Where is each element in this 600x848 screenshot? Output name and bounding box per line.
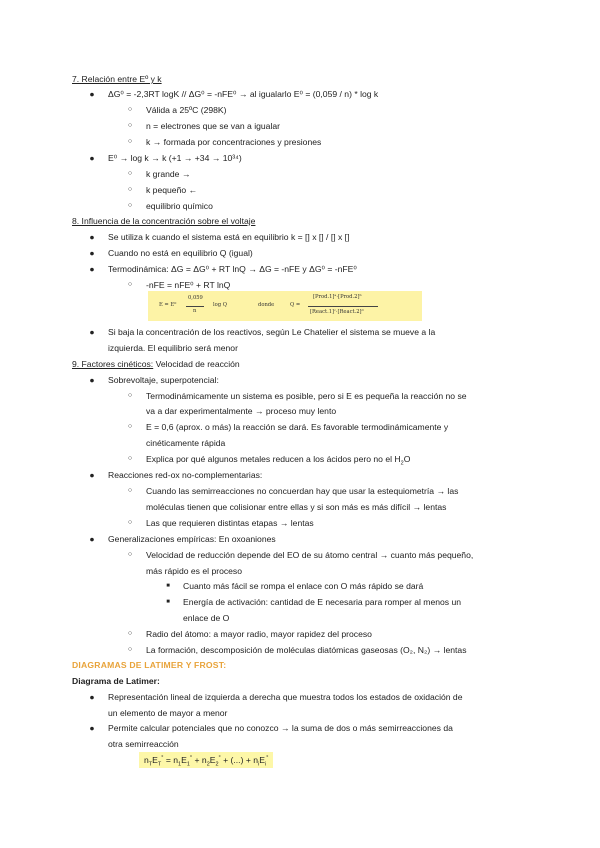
sub-bullet-icon: ○ bbox=[127, 646, 133, 653]
list-item: equilibrio químico bbox=[146, 201, 213, 211]
list-item-continued: enlace de O bbox=[183, 613, 230, 623]
list-item: Se utiliza k cuando el sistema está en equilibrio k = [] x [] / [] x [] bbox=[108, 232, 350, 242]
list-item: k grande → bbox=[146, 169, 191, 179]
sub-bullet-icon: ○ bbox=[127, 186, 133, 193]
list-item: ΔG⁰ = -2,3RT logK // ΔG⁰ = -nFE⁰ → al igualarlo E⁰ = (0,059 / n) * log k bbox=[108, 89, 379, 99]
nernst-formula-image bbox=[148, 291, 422, 321]
bullet-icon: ● bbox=[89, 264, 95, 274]
bullet-icon: ● bbox=[89, 534, 95, 544]
list-item: -nFE = nFE⁰ + RT lnQ bbox=[146, 280, 231, 290]
latimer-subheading: Diagrama de Latimer: bbox=[72, 676, 160, 686]
list-item-continued: va a dar experimentalmente → proceso muy lento bbox=[146, 406, 337, 416]
bullet-icon: ● bbox=[89, 470, 95, 480]
text-segment: O bbox=[403, 454, 411, 464]
sub-bullet-icon: ○ bbox=[127, 138, 133, 145]
list-item-continued: moléculas tienen que colisionar entre ellas y si son más es más difícil → lentas bbox=[146, 502, 447, 512]
list-item: Termodinámica: ΔG = ΔG⁰ + RT lnQ → ΔG = -nFE y ΔG⁰ = -nFE⁰ bbox=[108, 264, 357, 274]
subscript: 2 bbox=[400, 460, 404, 467]
sub-bullet-icon: ○ bbox=[127, 122, 133, 129]
list-item: Energía de activación: cantidad de E necesaria para romper al menos un bbox=[183, 597, 462, 607]
sub-bullet-icon: ○ bbox=[127, 519, 133, 526]
list-item: Cuando las semirreacciones no concuerdan hay que usar la estequiometría → las bbox=[146, 486, 459, 496]
list-item: E⁰ → log k → k (+1 → +34 → 10³⁴) bbox=[108, 153, 242, 163]
sub-bullet-icon: ○ bbox=[127, 551, 133, 558]
sub-bullet-icon: ○ bbox=[127, 455, 133, 462]
list-item: Sobrevoltaje, superpotencial: bbox=[108, 375, 219, 385]
list-item: Las que requieren distintas etapas → lentas bbox=[146, 518, 314, 528]
list-item: Generalizaciones empíricas: En oxoaniones bbox=[108, 534, 276, 544]
latimer-formula: $n_TE_T^\circ = n_1E_1^\circ + n_2E_2^\circ$ + (...) + $n_iE_i^\circ$ bbox=[139, 752, 273, 768]
formula-lhs: E = E⁰ bbox=[159, 302, 177, 308]
list-item: Representación lineal de izquierda a derecha que muestra todos los estados de oxidación de bbox=[108, 692, 463, 702]
bullet-icon: ● bbox=[89, 153, 95, 163]
bullet-icon: ● bbox=[89, 327, 95, 337]
section-7-heading: 7. Relación entre Eº y k bbox=[72, 74, 162, 84]
list-item-continued: un elemento de mayor a menor bbox=[108, 708, 228, 718]
sub-bullet-icon: ○ bbox=[127, 106, 133, 113]
sub-bullet-icon: ○ bbox=[127, 487, 133, 494]
list-item: k → formada por concentraciones y presiones bbox=[146, 137, 322, 147]
list-item: n = electrones que se van a igualar bbox=[146, 121, 281, 131]
section-9-heading-underlined: 9. Factores cinéticos: bbox=[72, 359, 154, 369]
formula-denominator: [React.1]ᶜ·[React.2]ᵈ bbox=[310, 309, 364, 315]
list-item-continued: izquierda. El equilibrio será menor bbox=[108, 343, 238, 353]
sub-bullet-icon: ○ bbox=[127, 423, 133, 430]
list-item: Cuanto más fácil se rompa el enlace con O más rápido se dará bbox=[183, 581, 424, 591]
list-item bbox=[146, 453, 410, 465]
formula-where: donde bbox=[258, 302, 275, 308]
sub-bullet-icon: ○ bbox=[127, 392, 133, 399]
sub-bullet-icon: ○ bbox=[127, 202, 133, 209]
list-item: Termodinámicamente un sistema es posible, pero si E es pequeña la reacción no se bbox=[146, 391, 467, 401]
square-bullet-icon: ■ bbox=[166, 583, 170, 589]
list-item: Válida a 25ºC (298K) bbox=[146, 105, 227, 115]
list-item-continued: cinéticamente rápida bbox=[146, 438, 226, 448]
bullet-icon: ● bbox=[89, 248, 95, 258]
list-item: Reacciones red-ox no-complementarias: bbox=[108, 470, 263, 480]
fraction-line bbox=[186, 306, 204, 307]
list-item: k pequeño ← bbox=[146, 185, 198, 195]
list-item: Permite calcular potenciales que no conozco → la suma de dos o más semirreacciones da bbox=[108, 723, 453, 733]
bullet-icon: ● bbox=[89, 692, 95, 702]
list-item-continued: otra semirreacción bbox=[108, 739, 179, 749]
bullet-icon: ● bbox=[89, 723, 95, 733]
list-item-continued: más rápido es el proceso bbox=[146, 566, 243, 576]
list-item: Velocidad de reducción depende del EO de su átomo central → cuanto más pequeño, bbox=[146, 550, 474, 560]
formula-numerator: [Prod.1]ᵃ·[Prod.2]ᵇ bbox=[313, 294, 362, 300]
list-item: Radio del átomo: a mayor radio, mayor rapidez del proceso bbox=[146, 629, 372, 639]
bullet-icon: ● bbox=[89, 375, 95, 385]
section-9-heading bbox=[72, 358, 240, 370]
latimer-frost-heading: DIAGRAMAS DE LATIMER Y FROST: bbox=[72, 660, 227, 670]
formula-log: log Q bbox=[213, 302, 228, 308]
bullet-icon: ● bbox=[89, 89, 95, 99]
text-segment: Explica por qué algunos metales reducen a los ácidos pero no el H bbox=[146, 454, 401, 464]
sub-bullet-icon: ○ bbox=[127, 170, 133, 177]
formula-coef-bottom: n bbox=[193, 308, 197, 314]
list-item: Cuando no está en equilibrio Q (igual) bbox=[108, 248, 253, 258]
list-item: Si baja la concentración de los reactivos, según Le Chatelier el sistema se mueve a la bbox=[108, 327, 436, 337]
square-bullet-icon: ■ bbox=[166, 599, 170, 605]
list-item: La formación, descomposición de moléculas diatómicas gaseosas (O₂, N₂) → lentas bbox=[146, 645, 467, 655]
formula-coef-top: 0,059 bbox=[188, 295, 203, 301]
bullet-icon: ● bbox=[89, 232, 95, 242]
section-9-heading-rest: Velocidad de reacción bbox=[153, 359, 240, 369]
fraction-line bbox=[308, 306, 378, 307]
formula-q: Q = bbox=[290, 302, 301, 308]
section-8-heading: 8. Influencia de la concentración sobre el voltaje bbox=[72, 216, 256, 226]
list-item: E = 0,6 (aprox. o más) la reacción se dará. Es favorable termodinámicamente y bbox=[146, 422, 449, 432]
sub-bullet-icon: ○ bbox=[127, 281, 133, 288]
sub-bullet-icon: ○ bbox=[127, 630, 133, 637]
